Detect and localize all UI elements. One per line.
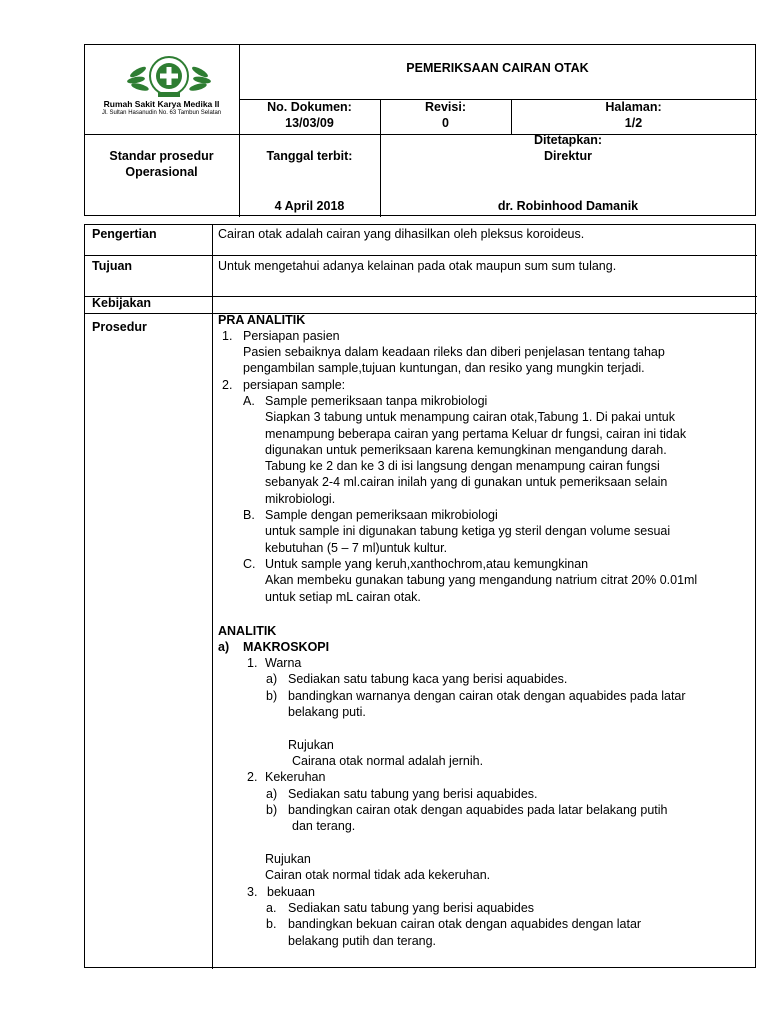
ditetapkan-role: Direktur bbox=[544, 149, 592, 163]
text-line: belakang puti. bbox=[288, 705, 366, 719]
text-line: bandingkan warnanya dengan cairan otak dengan aquabides pada latar bbox=[288, 689, 686, 703]
revisi-value: 0 bbox=[442, 116, 449, 130]
hospital-address: Jl. Sultan Hasanudin No. 63 Tambun Selatan bbox=[101, 110, 222, 116]
list-num: 1. bbox=[247, 656, 258, 670]
text-line: Akan membeku gunakan tabung yang mengandung natrium citrat 20% 0.01ml bbox=[265, 573, 698, 587]
list-num: a) bbox=[218, 640, 230, 654]
row-text-pengertian: Cairan otak adalah cairan yang dihasilkan oleh pleksus koroideus. bbox=[218, 227, 585, 241]
text-line: dan terang. bbox=[292, 819, 356, 833]
list-num: 2. bbox=[222, 378, 233, 392]
hospital-logo-emblem-icon bbox=[124, 50, 214, 98]
text-line: belakang putih dan terang. bbox=[288, 934, 437, 948]
text-line: Tabung ke 2 dan ke 3 di isi langsung dengan menampung cairan fungsi bbox=[265, 459, 660, 473]
list-num: b) bbox=[266, 803, 278, 817]
ditetapkan-name: dr. Robinhood Damanik bbox=[497, 199, 639, 213]
tanggal-label: Tanggal terbit: bbox=[266, 149, 353, 163]
hospital-name: Rumah Sakit Karya Medika II bbox=[103, 99, 220, 109]
list-num: a) bbox=[266, 787, 278, 801]
tanggal-value: 4 April 2018 bbox=[274, 199, 345, 213]
text-line: Sediakan satu tabung yang berisi aquabides. bbox=[288, 787, 538, 801]
text-line: Pasien sebaiknya dalam keadaan rileks dan diberi penjelasan tentang tahap bbox=[243, 345, 665, 359]
revisi-label: Revisi: bbox=[425, 100, 466, 114]
row-label-tujuan: Tujuan bbox=[92, 259, 133, 273]
list-item-title: Untuk sample yang keruh,xanthochrom,atau kemungkinan bbox=[265, 557, 589, 571]
section-pra-analitik: PRA ANALITIK bbox=[218, 313, 306, 327]
list-num: 3. bbox=[247, 885, 258, 899]
halaman-value: 1/2 bbox=[624, 116, 643, 130]
list-item-title: bekuaan bbox=[267, 885, 315, 899]
row-label-pengertian: Pengertian bbox=[92, 227, 157, 241]
text-line: untuk setiap mL cairan otak. bbox=[265, 590, 421, 604]
list-item-title: persiapan sample: bbox=[243, 378, 346, 392]
text-line: untuk sample ini digunakan tabung ketiga yg steril dengan volume sesuai bbox=[265, 524, 671, 538]
list-num: A. bbox=[243, 394, 255, 408]
rujukan-label: Rujukan bbox=[265, 852, 311, 866]
text-line: kebutuhan (5 – 7 ml)untuk kultur. bbox=[265, 541, 448, 555]
list-num: b) bbox=[266, 689, 278, 703]
list-item-title: Persiapan pasien bbox=[243, 329, 340, 343]
subsection-makroskopi: MAKROSKOPI bbox=[243, 640, 330, 654]
row-label-prosedur: Prosedur bbox=[92, 320, 147, 334]
rujukan-text: Cairana otak normal adalah jernih. bbox=[292, 754, 484, 768]
text-line: bandingkan cairan otak dengan aquabides pada latar belakang putih bbox=[288, 803, 668, 817]
list-num: a) bbox=[266, 672, 278, 686]
list-item-title: Sample dengan pemeriksaan mikrobiologi bbox=[265, 508, 498, 522]
doc-no-value: 13/03/09 bbox=[285, 116, 334, 130]
text-line: Siapkan 3 tabung untuk menampung cairan otak,Tabung 1. Di pakai untuk bbox=[265, 410, 675, 424]
list-num: a. bbox=[266, 901, 277, 915]
spo-title-line2: Operasional bbox=[125, 165, 198, 179]
list-num: B. bbox=[243, 508, 255, 522]
text-line: digunakan untuk pemeriksaan karena kemungkinan mengandung darah. bbox=[265, 443, 667, 457]
row-text-tujuan: Untuk mengetahui adanya kelainan pada otak maupun sum sum tulang. bbox=[218, 259, 617, 273]
list-item-title: Sample pemeriksaan tanpa mikrobiologi bbox=[265, 394, 488, 408]
doc-title: PEMERIKSAAN CAIRAN OTAK bbox=[406, 61, 589, 75]
text-line: menampung beberapa cairan yang pertama Keluar dr fungsi, cairan ini tidak bbox=[265, 427, 687, 441]
ditetapkan-label: Ditetapkan: bbox=[533, 133, 603, 147]
list-num: 2. bbox=[247, 770, 258, 784]
halaman-label: Halaman: bbox=[605, 100, 662, 114]
list-item-title: Warna bbox=[265, 656, 302, 670]
spo-title-line1: Standar prosedur bbox=[109, 149, 214, 163]
list-num: 1. bbox=[222, 329, 233, 343]
doc-no-label: No. Dokumen: bbox=[267, 100, 352, 114]
section-analitik: ANALITIK bbox=[218, 624, 277, 638]
text-line: Sediakan satu tabung kaca yang berisi aquabides. bbox=[288, 672, 568, 686]
row-label-kebijakan: Kebijakan bbox=[92, 296, 152, 310]
text-line: Sediakan satu tabung yang berisi aquabides bbox=[288, 901, 535, 915]
list-num: b. bbox=[266, 917, 277, 931]
list-item-title: Kekeruhan bbox=[265, 770, 326, 784]
list-num: C. bbox=[243, 557, 256, 571]
text-line: pengambilan sample,tujuan kuntungan, dan resiko yang mungkin terjadi. bbox=[243, 361, 645, 375]
rujukan-text: Cairan otak normal tidak ada kekeruhan. bbox=[265, 868, 491, 882]
text-line: sebanyak 2-4 ml.cairan inilah yang di gunakan untuk pemeriksaan selain bbox=[265, 475, 668, 489]
text-line: bandingkan bekuan cairan otak dengan aquabides dengan latar bbox=[288, 917, 642, 931]
rujukan-label: Rujukan bbox=[288, 738, 334, 752]
hospital-logo bbox=[124, 50, 214, 98]
text-line: mikrobiologi. bbox=[265, 492, 336, 506]
